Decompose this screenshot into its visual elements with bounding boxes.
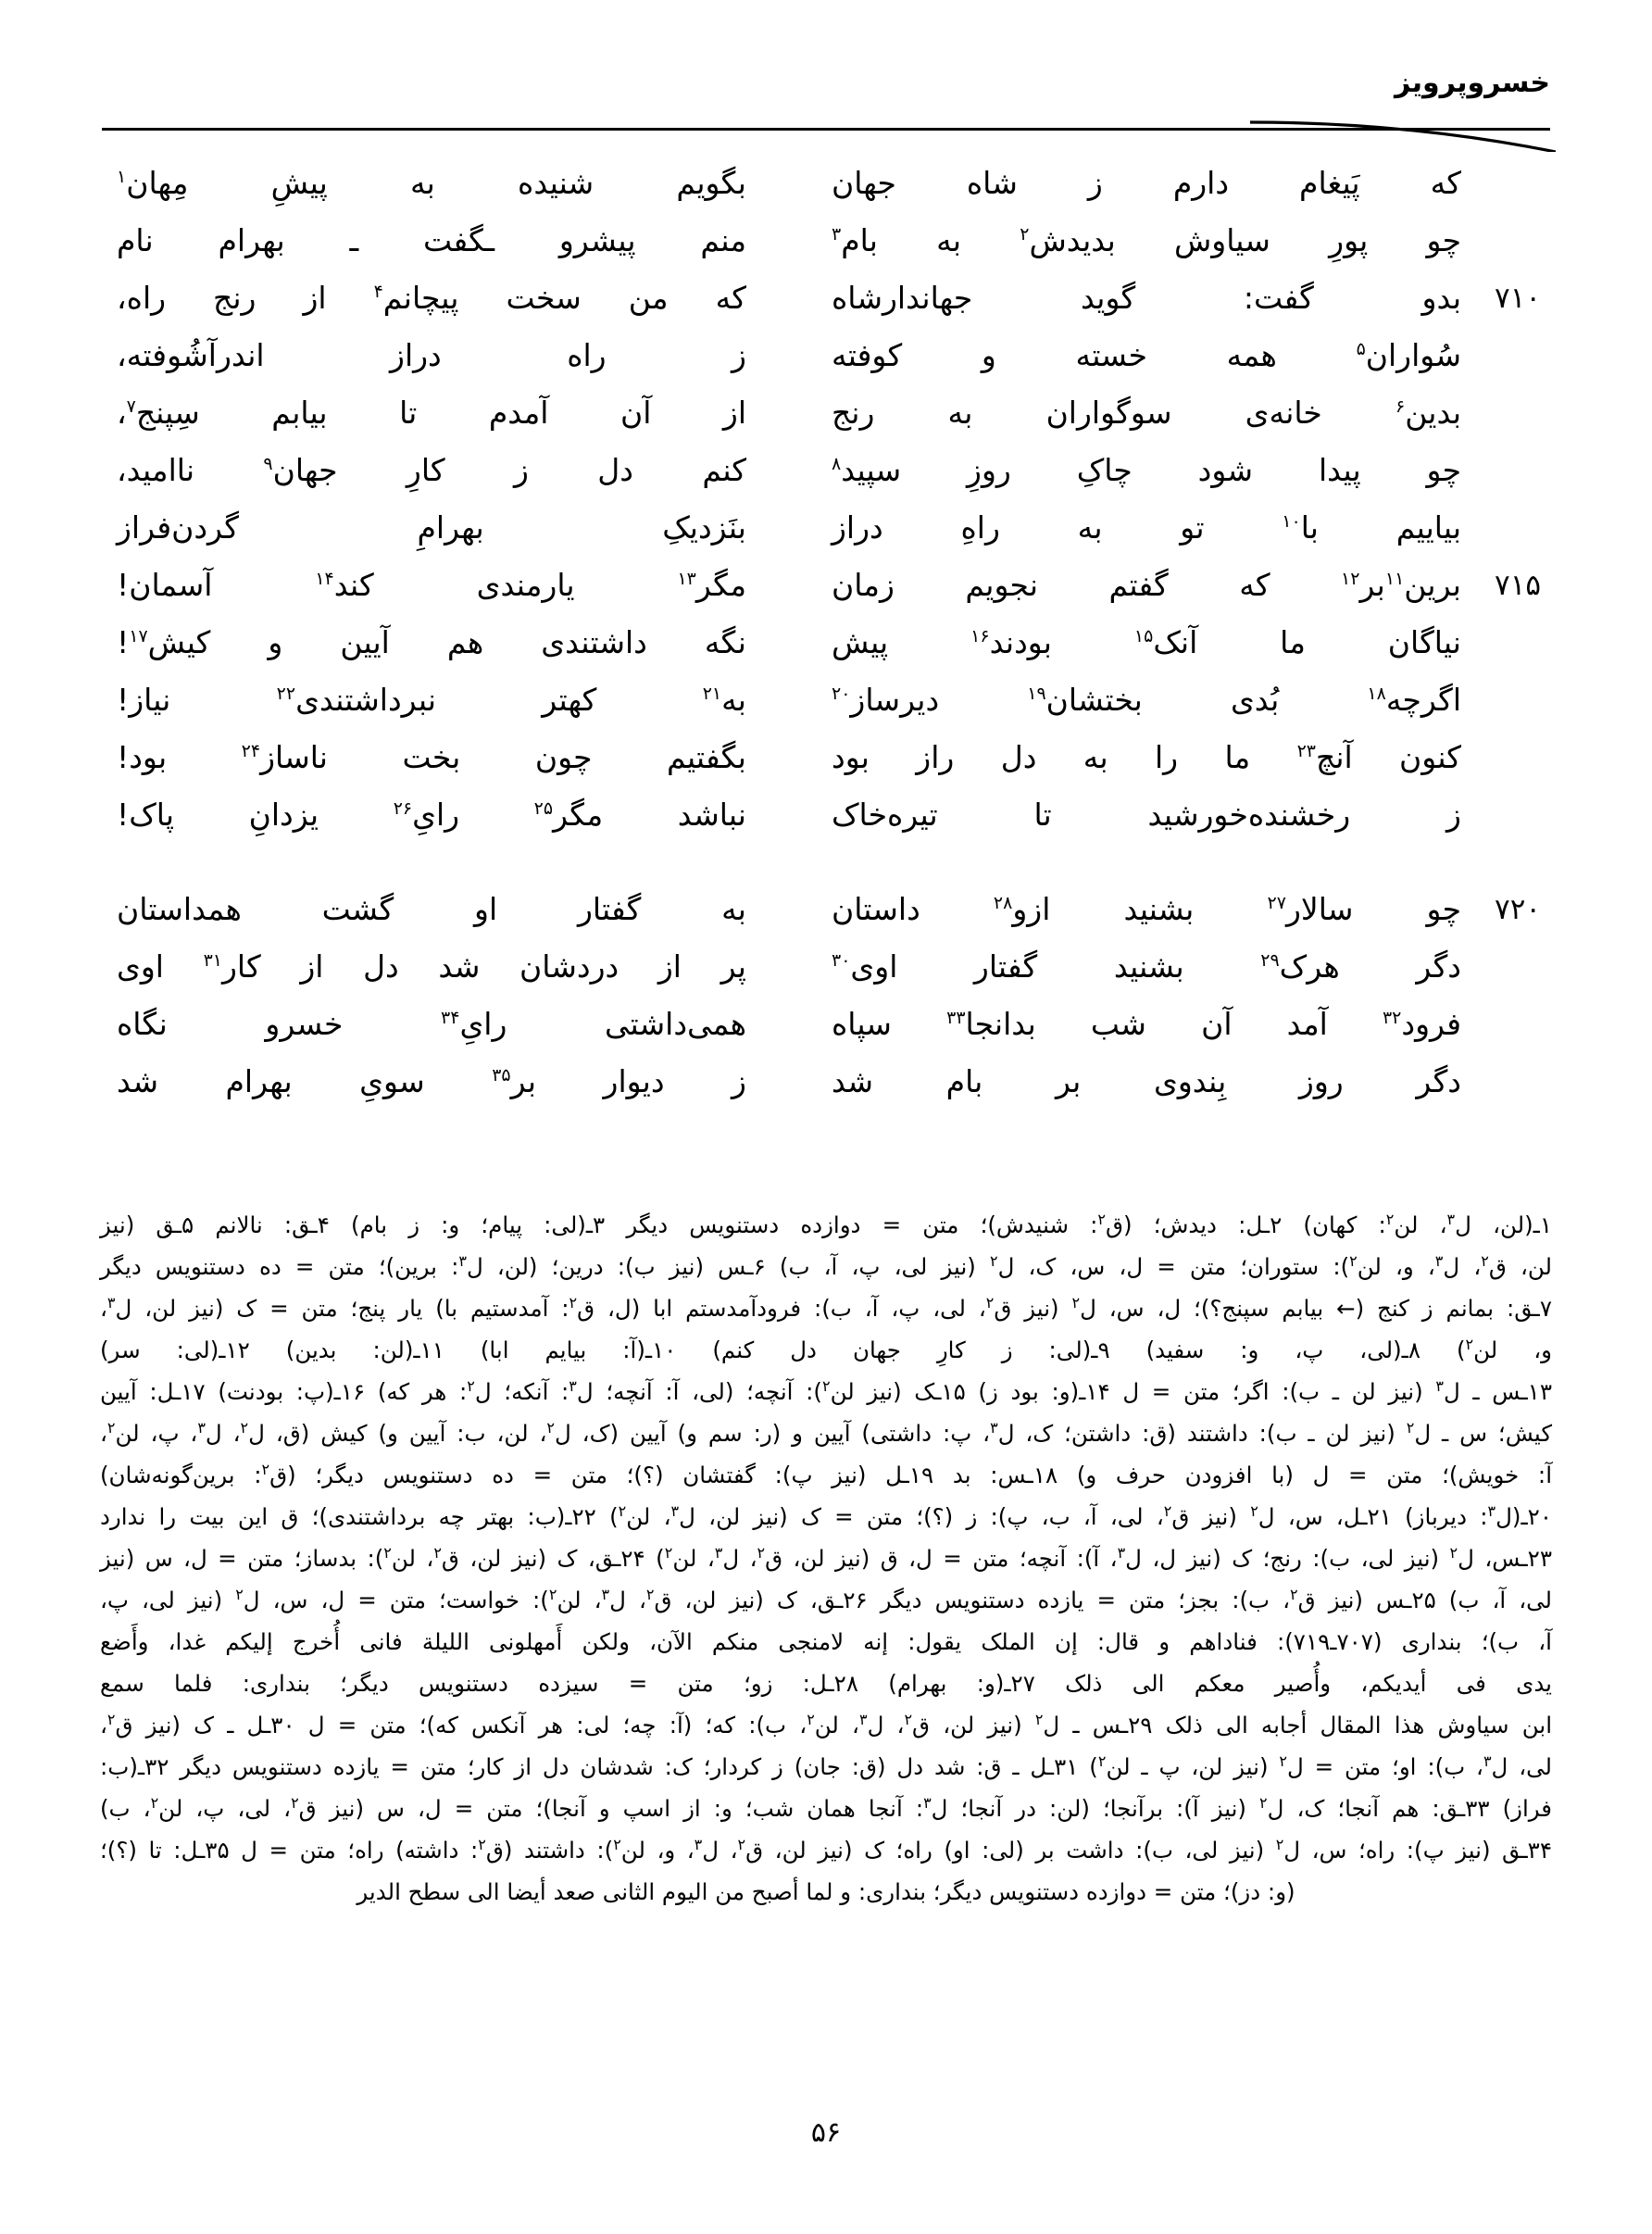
verse-couplet (111, 884, 1541, 935)
hemistich-second: بگویم شنیده به پیشِ مِهان$^۱$ (117, 165, 746, 201)
verse-couplet (111, 445, 1541, 496)
hemistich-second: پر از دردشان شد دل از کار$^{۳۱}$ اوی (117, 948, 746, 985)
apparatus-line: و، لن$^۲$) ۸ـ(لی، پ، و: سفید) ۹ـ(لی: ز کارِ جهان دل کنم) ۱۰ـ(آ: بیایم ابا) ۱۱ـ(لن: بدین) ۱۲ـ(لی: سر) (100, 1335, 1552, 1363)
verse-couplet (111, 674, 1541, 726)
hemistich-second: نباشد مگر$^{۲۵}$ رایِ$^{۲۶}$ یزدانِ پاک! (117, 797, 746, 833)
apparatus-line: ابن سیاوش هذا المقال أجابه الی ذلک ۲۹ـس ـ ل$^۲$ (نیز لن، ق$^۲$، ل$^۳$، لن$^۲$، ب): که؛ (آ: چه؛ لی: هر آنکس که)؛ متن = ل ۳۰ـل ـ ک (نیز ق$^۲$، (100, 1710, 1553, 1738)
hemistich-first: نیاگان ما آنک$^{۱۵}$ بودند$^{۱۶}$ پیش (832, 624, 1461, 660)
hemistich-second: ز دیوار بر$^{۳۵}$ سویِ بهرام شد (117, 1063, 746, 1099)
apparatus-line: آ: خویش)؛ متن = ل (با افزودن حرف و) ۱۸ـس: بد ۱۹ـل (نیز پ): گفتشان (؟)؛ متن = ده دستنویس دیگر؛ (ق$^۲$: برین‌گونه‌شان) (100, 1460, 1552, 1488)
hemistich-first: برین$^{۱۱}$بر$^{۱۲}$ که گفتم نجویم زمان (832, 567, 1461, 603)
apparatus-line: ۱ـ(لن، ل$^۳$، لن$^۲$: کهان) ۲ـل: دیدش؛ (ق$^۲$: شنیدش)؛ متن = دوازده دستنویس دیگر ۳ـ(لی: پیام؛ و: ز بام) ۴ـق: نالانم ۵ـق (نیز (100, 1210, 1553, 1238)
hemistich-first: دگر هرک$^{۲۹}$ بشنید گفتار اوی$^{۳۰}$ (832, 948, 1461, 985)
apparatus-line: لی، آ، ب) ۲۵ـس (نیز ق$^۲$، ب): بجز؛ متن = یازده دستنویس دیگر ۲۶ـق، ک (نیز لن، ق$^۲$، ل$^۳$، لن$^۲$): خواست؛ متن = ل، س، ل$^۲$ (نیز لی، پ، (100, 1585, 1553, 1613)
page-number: ۵۶ (810, 2116, 842, 2149)
apparatus-line: کیش؛ س ـ ل$^۲$ (نیز لن ـ ب): داشتند (ق: داشتن؛ ک، ل$^۳$، پ: داشتی) آیین و (ر: سم و) آیین (ک، ل$^۲$، لن، ب: آیین و) کیش (ق، ل$^۲$، ل$^۳$، پ، لن$^۲$، (100, 1418, 1552, 1447)
verse-couplet (111, 330, 1541, 382)
hemistich-second: که من سخت پیچانم$^۴$ از رنج راه، (117, 280, 746, 316)
hemistich-first: فرود$^{۳۲}$ آمد آن شب بدانجا$^{۳۳}$ سپاه (832, 1006, 1461, 1042)
apparatus-line: ۲۰ـ(ل$^۳$: دیرباز) ۲۱ـل، س، ل$^۲$ (نیز ق$^۲$، لی، آ، ب، پ): ز (؟)؛ متن = ک (نیز لن، ل$^۳$، لن$^۲$) ۲۲ـ(ب: بهتر چه برداشتندی)؛ ق این بیت را ندارد (100, 1501, 1552, 1530)
apparatus-line: ۷ـق: بمانم ز کنج (← بیابم سپنج؟)؛ ل، س، ل$^۲$ (نیز ق$^۲$، لی، پ، آ، ب): فرودآمدستم ابا (ل، ق$^۲$: آمدستیم با) یار پنج؛ متن = ک (نیز لن، ل$^۳$، (100, 1293, 1553, 1322)
hemistich-first: ز رخشنده‌خورشید تا تیره‌خاک (832, 797, 1461, 833)
hemistich-first: سُواران$^۵$ همه خسته و کوفته (832, 337, 1461, 373)
verse-couplet (111, 617, 1541, 669)
apparatus-line: لن، ق$^۲$، ل$^۳$، و، لن$^۲$): ستوران؛ متن = ل، س، ک، ل$^۲$ (نیز لی، پ، آ، ب) ۶ـس (نیز ب): درین؛ (لن، ل$^۳$: برین)؛ متن = ده دستنویس دیگر (100, 1251, 1552, 1280)
hemistich-first: چو پورِ سیاوش بدیدش$^۲$ به بام$^۳$ (832, 222, 1462, 258)
verse-couplet (111, 502, 1541, 554)
stanza (111, 157, 1541, 841)
hemistich-second: ز راه دراز اندرآشُوفته، (117, 337, 746, 373)
hemistich-second: به گفتار او گشت همداستان (117, 891, 746, 927)
apparatus-line: لی، ل$^۳$، ب): او؛ متن = ل$^۲$ (نیز لن، پ ـ لن$^۲$) ۳۱ـل ـ ق: شد دل (ق: جان) ز کردار؛ ک: شدشان دل از کار؛ متن = یازده دستنویس دیگر ۳۲ـ(ب: (100, 1751, 1552, 1780)
verse-couplet (111, 157, 1541, 209)
hemistich-first: کنون آنچ$^{۲۳}$ ما را به دل راز بود (832, 739, 1461, 775)
apparatus-line: ۳۴ـق (نیز پ): راه؛ س، ل$^۲$ (نیز لی، ب): داشت بر (لی: او) راه؛ ک (نیز لن، ق$^۲$، ل$^۳$، و، لن$^۲$): داشتند (ق$^۲$: داشته) راه؛ متن = ل ۳۵ـل: تا (؟)؛ (100, 1835, 1552, 1864)
hemistich-second: از آن آمدم تا بیابم سِپنج$^۷$، (117, 395, 746, 431)
hemistich-second: به$^{۲۱}$ کهتر نبرداشتندی$^{۲۲}$ نیاز! (117, 682, 746, 718)
verse-couplet (111, 1056, 1541, 1108)
hemistich-first: چو سالار$^{۲۷}$ بشنید ازو$^{۲۸}$ داستان (832, 891, 1461, 927)
hemistich-second: همی‌داشتی رایِ$^{۳۴}$ خسرو نگاه (117, 1006, 746, 1042)
hemistich-second: منم پیشرو ـگفت ـ بهرام نام (117, 222, 746, 258)
verse-couplet (111, 789, 1541, 841)
hemistich-second: کنم دل ز کارِ جهان$^۹$ ناامید، (117, 452, 746, 488)
hemistich-first: بدو گفت: گوید جهاندارشاه (832, 280, 1461, 316)
verse-number: ۷۱۰ (1495, 282, 1541, 315)
apparatus-line: فراز) ۳۳ـق: هم آنجا؛ ک، ل$^۲$ (نیز آ): برآنجا؛ (لن: در آنجا؛ ل$^۳$: آنجا همان شب؛ و: از اسپ و آنجا)؛ متن = ل، س (نیز ق$^۲$، لی، پ، لن$^۲$، ب) (100, 1793, 1552, 1822)
verse-couplet (111, 215, 1541, 267)
apparatus-line: ۲۳ـس، ل$^۲$ (نیز لی، ب): رنج؛ ک (نیز ل، ل$^۳$، آ): آنچه؛ متن = ل، ق (نیز لن، ق$^۲$، ل$^۳$، لن$^۲$) ۲۴ـق، ک (نیز لن، ق$^۲$، لن$^۲$): بدساز؛ متن = ل، س (نیز (100, 1543, 1552, 1572)
verse-number: ۷۲۰ (1495, 893, 1541, 926)
running-head: خسروپرویز (1395, 67, 1550, 99)
hemistich-first: که پَیغام دارم ز شاه جهان (832, 165, 1461, 201)
apparatus-line: (و: دز)؛ متن = دوازده دستنویس دیگر؛ بنداری: و لما أصبح من الیوم الثانی صعد أیضا الی سطح الدیر (357, 1878, 1295, 1905)
apparatus-line: ۱۳ـس ـ ل$^۳$ (نیز لن ـ ب): اگر؛ متن = ل ۱۴ـ(و: بود ز) ۱۵ـک (نیز لن$^۲$): آنچه؛ (لی، آ: آنچه؛ ل$^۳$: آنکه؛ ل$^۲$: هر که) ۱۶ـ(پ: بودنت) ۱۷ـل: آیین (100, 1376, 1552, 1405)
verse-number: ۷۱۵ (1495, 569, 1541, 602)
verse-couplet (111, 387, 1541, 439)
hemistich-first: بدین$^۶$ خانه‌ی سوگواران به رنج (832, 395, 1461, 431)
hemistich-second: نگه داشتندی هم آیین و کیش$^{۱۷}$! (117, 624, 746, 660)
verse-couplet (111, 998, 1541, 1050)
apparatus-line: یدی فی أیدیکم، وأُصیر معکم الی ذلک ۲۷ـ(و: بهرام) ۲۸ـل: زو؛ متن = سیزده دستنویس دیگر؛ بنداری: فلما سمع (100, 1670, 1552, 1697)
apparatus-line: آ، ب)؛ بنداری (۷۰۷ـ۷۱۹): فناداهم و قال: إن الملک یقول: إنه لامنجی منکم الآن، ولکن أَمهلونی اللیلة فانی أُخرج إلیکم غدا، وأَضع (100, 1628, 1552, 1655)
verse-area (111, 157, 1541, 1150)
hemistich-first: دگر روز بِندوی بر بام شد (832, 1063, 1461, 1099)
verse-couplet (111, 941, 1541, 993)
verse-couplet (111, 272, 1541, 324)
verse-couplet (111, 559, 1541, 611)
hemistich-second: مگر$^{۱۳}$ یارمندی کند$^{۱۴}$ آسمان! (117, 567, 746, 603)
critical-apparatus (100, 1204, 1552, 1913)
page-header (102, 67, 1550, 146)
stanza (111, 884, 1541, 1108)
hemistich-second: بگفتیم چون بخت ناساز$^{۲۴}$ بود! (117, 739, 746, 775)
hemistich-first: چو پیدا شود چاکِ روزِ سپید$^۸$ (832, 452, 1461, 488)
hemistich-first: بیاییم با$^{۱۰}$ تو به راهِ دراز (832, 509, 1462, 546)
hemistich-first: اگرچه$^{۱۸}$ بُدی بختشان$^{۱۹}$ دیرساز$^{۲۰}$ (832, 682, 1461, 718)
header-rule-swash (1250, 104, 1556, 152)
verse-couplet (111, 732, 1541, 784)
hemistich-second: بنَزدیکِ بهرامِ گردن‌فراز (117, 509, 746, 546)
